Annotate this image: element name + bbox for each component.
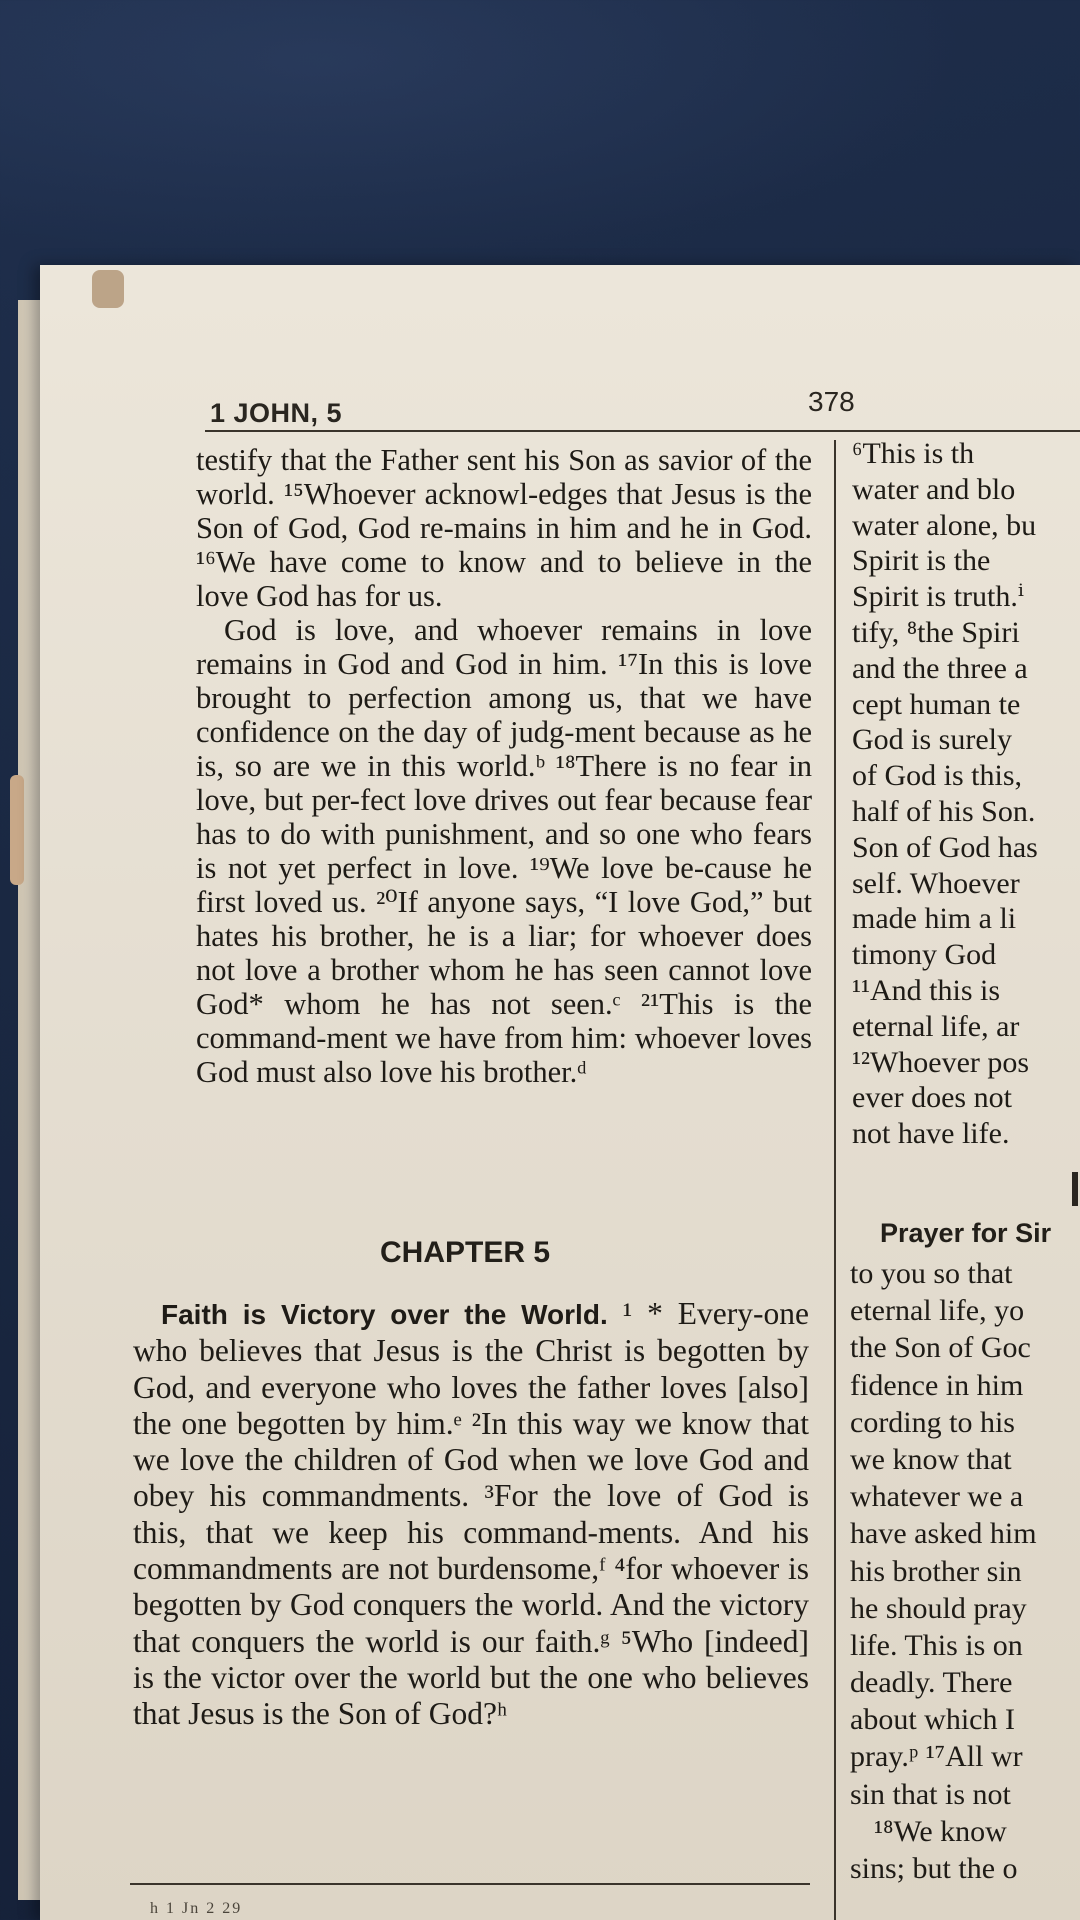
- right-line: made him a li: [852, 902, 1017, 936]
- footnote-stub: h 1 Jn 2 29: [150, 1900, 243, 1917]
- right-line: deadly. There: [850, 1666, 1013, 1700]
- right-line: Spirit is the: [852, 544, 991, 578]
- page-number: 378: [808, 386, 855, 417]
- right-line: sin that is not: [850, 1777, 1011, 1811]
- right-line: self. Whoever: [852, 866, 1020, 900]
- right-line: Spirit is truth.ⁱ: [852, 580, 1024, 614]
- right-column-lower: [850, 1255, 1080, 1887]
- page-tab-mark: [10, 775, 24, 885]
- right-line: pray.ᵖ ¹⁷All wr: [850, 1740, 1023, 1774]
- right-line: fidence in him: [850, 1368, 1024, 1402]
- right-line: God is surely: [852, 723, 1012, 757]
- right-line: water and blo: [852, 472, 1016, 506]
- right-line: tify, ⁸the Spiri: [852, 615, 1020, 649]
- left-column-text: [196, 443, 812, 1089]
- right-line: Son of God has: [852, 830, 1038, 864]
- right-line: water alone, bu: [852, 508, 1037, 542]
- right-line: sins; but the o: [850, 1852, 1018, 1885]
- paragraph-2: God is love, and whoever remains in love remains in God and God in him. ¹⁷In this is love brought to perfection among us, that we have confidence on the day of judg-ment because as he is, so are we in this world.ᵇ ¹⁸There is no fear in love, but per-fect love drives out fear because fear has to do with punishment, and so one who fears is not yet perfect in love. ¹⁹We love be-cause he first loved us. ²⁰If anyone says, “I love God,” but hates his brother, he is a liar; for whoever does not love a brother whom he has seen cannot love God* whom he has not seen.ᶜ ²¹This is the command-ment we have from him: whoever loves God must also love his brother.ᵈ: [196, 613, 812, 1089]
- paragraph-1: testify that the Father sent his Son as savior of the world. ¹⁵Whoever acknowl-edges that Jesus is the Son of God, God re-mains in him and he in God. ¹⁶We have come to know and to believe in the love God has for us.: [196, 443, 812, 613]
- corner-stain: [92, 270, 124, 308]
- right-section-subhead: Prayer for Sir: [880, 1218, 1052, 1248]
- right-line: of God is this,: [852, 759, 1023, 793]
- right-line: he should pray: [850, 1591, 1027, 1625]
- right-line: eternal life, ar: [852, 1009, 1020, 1043]
- right-line: timony God: [852, 938, 997, 972]
- right-line: ¹⁸We know: [874, 1814, 1007, 1848]
- right-line: have asked him: [850, 1517, 1037, 1551]
- footnote-rule: [130, 1883, 810, 1885]
- chapter-5-text: [133, 1296, 809, 1733]
- right-line: eternal life, yo: [850, 1294, 1025, 1328]
- running-head-title: 1 JOHN, 5: [210, 398, 343, 428]
- chapter-heading-fragment: [1072, 1172, 1078, 1206]
- chapter-5-body: ¹ * Every-one who believes that Jesus is the Christ is begotten by God, and everyone who loves the father loves [also] the one begotten by him.ᵉ ²In this way we know that we love the children of God when we love God and obey his commandments. ³For the love of God is this, that we keep his command-ments. And his commandments are not burdensome,ᶠ ⁴for whoever is begotten by God conquers the world. And the victory that conquers the world is our faith.ᵍ ⁵Who [indeed] is the victor over the world but the one who believes that Jesus is the Son of God?ʰ: [133, 1296, 809, 1732]
- right-line: the Son of Goc: [850, 1331, 1031, 1365]
- right-line: cept human te: [852, 687, 1021, 721]
- chapter-heading: CHAPTER 5: [380, 1236, 551, 1269]
- right-line: whatever we a: [850, 1480, 1024, 1514]
- right-line: and the three a: [852, 651, 1028, 685]
- right-line: cording to his: [850, 1405, 1015, 1439]
- right-line: ⁶This is th: [852, 437, 975, 470]
- right-line: we know that: [850, 1442, 1012, 1476]
- right-line: his brother sin: [850, 1554, 1022, 1588]
- right-column-upper: [852, 436, 1080, 1152]
- right-line: not have life.: [852, 1117, 1010, 1151]
- right-line: to you so that: [850, 1257, 1013, 1290]
- right-line: about which I: [850, 1703, 1015, 1737]
- right-line: life. This is on: [850, 1628, 1023, 1662]
- right-line: ¹¹And this is: [852, 973, 1001, 1007]
- section-subhead: Faith is Victory over the World.: [161, 1299, 608, 1330]
- right-column-clip: [836, 0, 1080, 1920]
- right-line: ever does not: [852, 1081, 1012, 1115]
- right-line: half of his Son.: [852, 794, 1036, 828]
- right-line: ¹²Whoever pos: [852, 1045, 1030, 1079]
